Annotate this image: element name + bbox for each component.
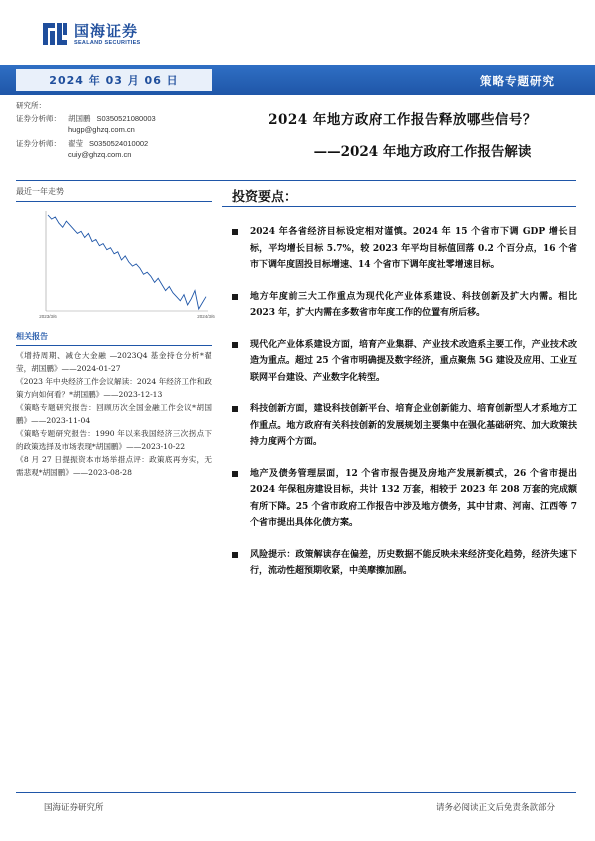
- bullet-icon: [232, 471, 238, 477]
- related-report[interactable]: 《8 月 27 日提振资本市场举措点评：政策底再夯实，无需悲观*胡国鹏》——2023-08-28: [16, 455, 212, 477]
- analyst-name: 胡国鹏: [68, 114, 91, 123]
- investment-title: 投资要点：: [232, 190, 298, 205]
- bullet-icon: [232, 294, 238, 300]
- report-title: 2024 年地方政府工作报告释放哪些信号？: [268, 112, 537, 128]
- company-logo: [42, 18, 141, 50]
- header-band: [0, 65, 595, 95]
- bullet-icon: [232, 552, 238, 558]
- related-report[interactable]: 《2023 年中央经济工作会议解读：2024 年经济工作和政策方向如何看？*胡国鹏》——2023-12-13: [16, 377, 212, 399]
- analyst-email[interactable]: hugp@ghzq.com.cn: [68, 125, 135, 134]
- footer-divider: [16, 792, 576, 793]
- risk-warning: 风险提示：政策解读存在偏差，历史数据不能反映未来经济变化趋势，经济失速下行，流动性超预期收紧，中美摩擦加剧。: [232, 547, 577, 580]
- report-date: 2024 年 03 月 06 日: [16, 69, 212, 91]
- investment-point: 地方年度前三大工作重点为现代化产业体系建设、科技创新及扩大内需。相比 2023 年，扩大内需在多数省市年度工作的位置有所后移。: [232, 289, 577, 322]
- analyst-role: 证券分析师：: [16, 114, 61, 123]
- analyst-name: 翟莹: [68, 139, 83, 148]
- analyst-email[interactable]: cuiy@ghzq.com.cn: [68, 150, 132, 159]
- related-report[interactable]: 《增持周期、减仓大金融 —2023Q4 基金持仓分析*翟莹，胡国鹏》——2024-01-27: [16, 351, 212, 373]
- analyst-license: S0350521080003: [96, 114, 156, 123]
- divider: [222, 206, 576, 207]
- report-subtitle: ——2024 年地方政府工作报告解读: [313, 144, 532, 160]
- analyst-name-line: [68, 138, 148, 149]
- trend-chart: [16, 205, 215, 323]
- bullet-icon: [232, 342, 238, 348]
- investment-point: 现代化产业体系建设方面，培育产业集群、产业技术改造系主要工作，产业技术改造为重点。超过 25 个省市明确提及数字经济，重点聚焦 5G 建设及应用、工业互联网平台建设、产业数字化转型。: [232, 337, 577, 387]
- analyst-entry: [16, 113, 212, 135]
- x-tick-label: 2024/3/6: [197, 314, 215, 319]
- left-sidebar: [16, 100, 215, 480]
- bullet-icon: [232, 406, 238, 412]
- investment-points: [232, 224, 577, 595]
- logo-mark-icon: [42, 20, 68, 48]
- analyst-role: 证券分析师：: [16, 139, 61, 148]
- institute-label: 研究所：: [16, 101, 46, 110]
- trend-chart-svg: [16, 205, 215, 323]
- related-reports-title: 相关报告: [16, 331, 212, 346]
- analyst-name-line: [68, 113, 156, 124]
- investment-point: 科技创新方面，建设科技创新平台、培育企业创新能力、培育创新型人才系地方工作重点。地方政府有关科技创新的发展规划主要集中在强化基础研究、加大政策扶持力度两个方面。: [232, 401, 577, 451]
- trend-line: [48, 215, 206, 309]
- logo-cn: 国海证券: [74, 21, 139, 40]
- investment-point: 2024 年各省经济目标设定相对谨慎。2024 年 15 个省市下调 GDP 增长目标，平均增长目标 5.7%，较 2023 年平均目标值回落 0.2 个百分点，16 个省市下调年度固投目标增速、14 个省市下调年度社零增速目标。: [232, 224, 577, 274]
- report-type: 策略专题研究: [480, 74, 555, 88]
- footer-institute: 国海证券研究所: [44, 803, 104, 813]
- related-report[interactable]: 《策略专题研究报告：1990 年以来我国经济三次拐点下的政策选择及市场表现*胡国鹏》——2023-10-22: [16, 429, 212, 451]
- divider: [16, 180, 576, 181]
- analyst-entry: [16, 138, 212, 160]
- chart-title: 最近一年走势: [16, 186, 212, 202]
- report-title-block: [230, 108, 575, 160]
- investment-point: 地产及债务管理层面，12 个省市报告提及房地产发展新模式，26 个省市提出 2024 年保租房建设目标，共计 132 万套，相较于 2023 年 208 万套的完成额有所下降。25 个省市政府工作报告中涉及地方债务，其中甘肃、河南、江西等 7 个省市提出具体化债方案。: [232, 466, 577, 532]
- related-reports-list: [16, 350, 212, 479]
- footer-disclaimer-note[interactable]: 请务必阅读正文后免责条款部分: [435, 803, 555, 813]
- x-tick-labels: [39, 314, 215, 319]
- analyst-license: S0350524010002: [89, 139, 149, 148]
- bullet-icon: [232, 229, 238, 235]
- related-report[interactable]: 《策略专题研究报告：回顾历次全国金融工作会议*胡国鹏》——2023-11-04: [16, 403, 212, 425]
- logo-en: SEALAND SECURITIES: [74, 39, 141, 46]
- x-tick-label: 2023/3/6: [39, 314, 57, 319]
